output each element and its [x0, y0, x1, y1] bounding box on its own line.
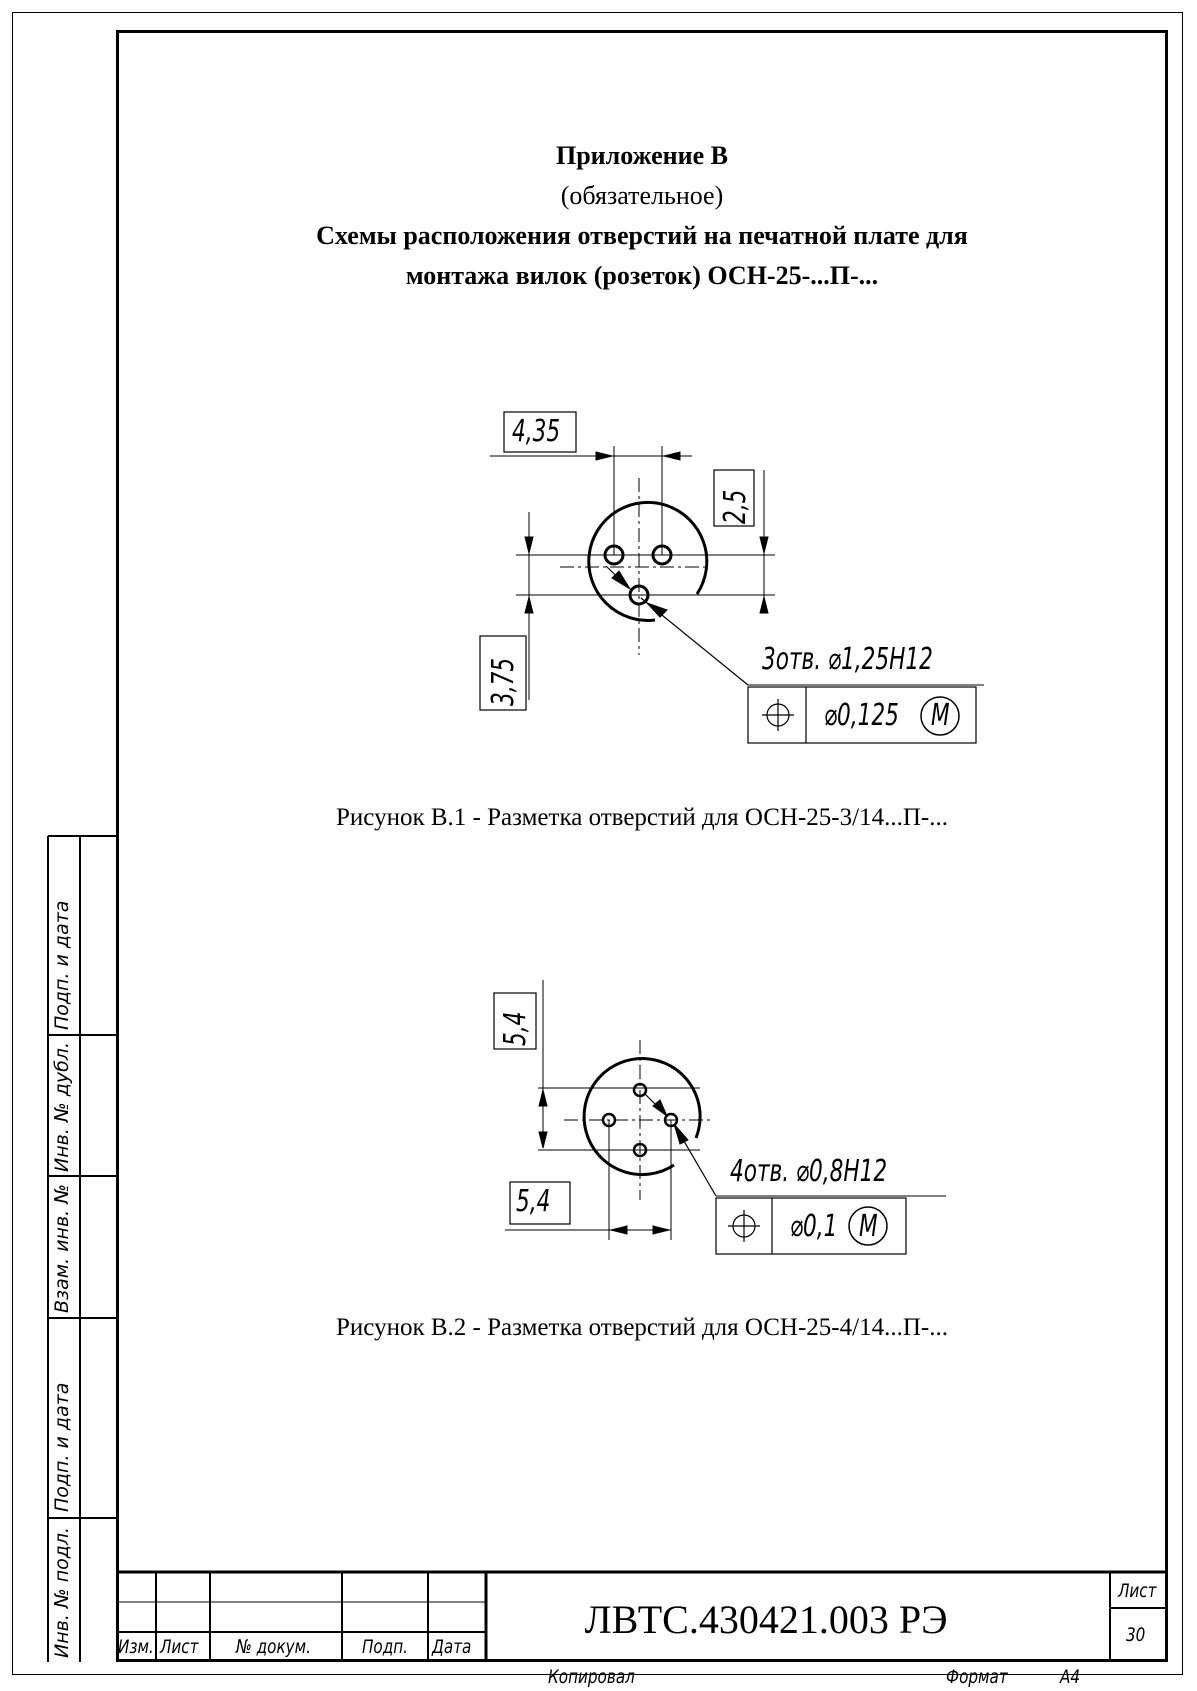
fig2-hole-callout: 4отв. ⌀0,8Н12 — [730, 1154, 888, 1189]
fig2-position-tolerance: ⌀0,1 — [790, 1209, 838, 1244]
appendix-heading-line2: монтажа вилок (розеток) ОСН-25-...П-... — [405, 261, 879, 290]
side-label-sign-date-1: Подп. и дата — [51, 900, 73, 1030]
tb-sheet-number: 30 — [1126, 1624, 1146, 1646]
tb-col-izm: Изм. — [118, 1636, 154, 1658]
tb-format-label: Формат — [946, 1666, 1008, 1688]
tb-col-list: Лист — [160, 1636, 199, 1658]
figure1-caption: Рисунок В.1 - Разметка отверстий для ОСН-25-3/14...П-... — [336, 804, 948, 831]
tb-copied: Копировал — [548, 1666, 635, 1688]
fig1-dim-left: 3,75 — [486, 657, 521, 706]
fig2-dim-left: 5,4 — [498, 1011, 533, 1046]
fig1-dim-right: 2,5 — [718, 489, 753, 524]
side-label-replace-inv: Взам. инв. № — [51, 1183, 73, 1313]
fig1-mmc-modifier: М — [931, 698, 950, 733]
tb-format-value: А4 — [1060, 1666, 1081, 1688]
appendix-title: Приложение В — [556, 141, 728, 170]
appendix-heading-line1: Схемы расположения отверстий на печатной плате для — [316, 221, 968, 250]
fig2-mmc-modifier: М — [859, 1209, 878, 1244]
figure1-drawing — [480, 412, 984, 743]
figure2-caption: Рисунок В.2 - Разметка отверстий для ОСН-25-4/14...П-... — [336, 1314, 948, 1341]
side-label-dup-inv: Инв. № дубл. — [51, 1042, 73, 1172]
side-label-orig-inv: Инв. № подл. — [51, 1526, 73, 1658]
tb-col-data: Дата — [432, 1636, 472, 1658]
tb-sheet-label: Лист — [1118, 1580, 1157, 1602]
document-designation: ЛВТС.430421.003 РЭ — [584, 1597, 948, 1642]
fig1-position-tolerance: ⌀0,125 — [824, 698, 899, 733]
fig2-dim-bottom: 5,4 — [516, 1184, 551, 1219]
tb-col-doc: № докум. — [236, 1636, 311, 1658]
figure2-drawing — [494, 980, 946, 1254]
appendix-status: (обязательное) — [560, 181, 724, 210]
fig1-dim-top: 4,35 — [512, 414, 561, 449]
tb-col-podp: Подп. — [362, 1636, 409, 1658]
side-label-sign-date-2: Подп. и дата — [51, 1382, 73, 1512]
fig1-hole-callout: 3отв. ⌀1,25Н12 — [762, 642, 933, 677]
